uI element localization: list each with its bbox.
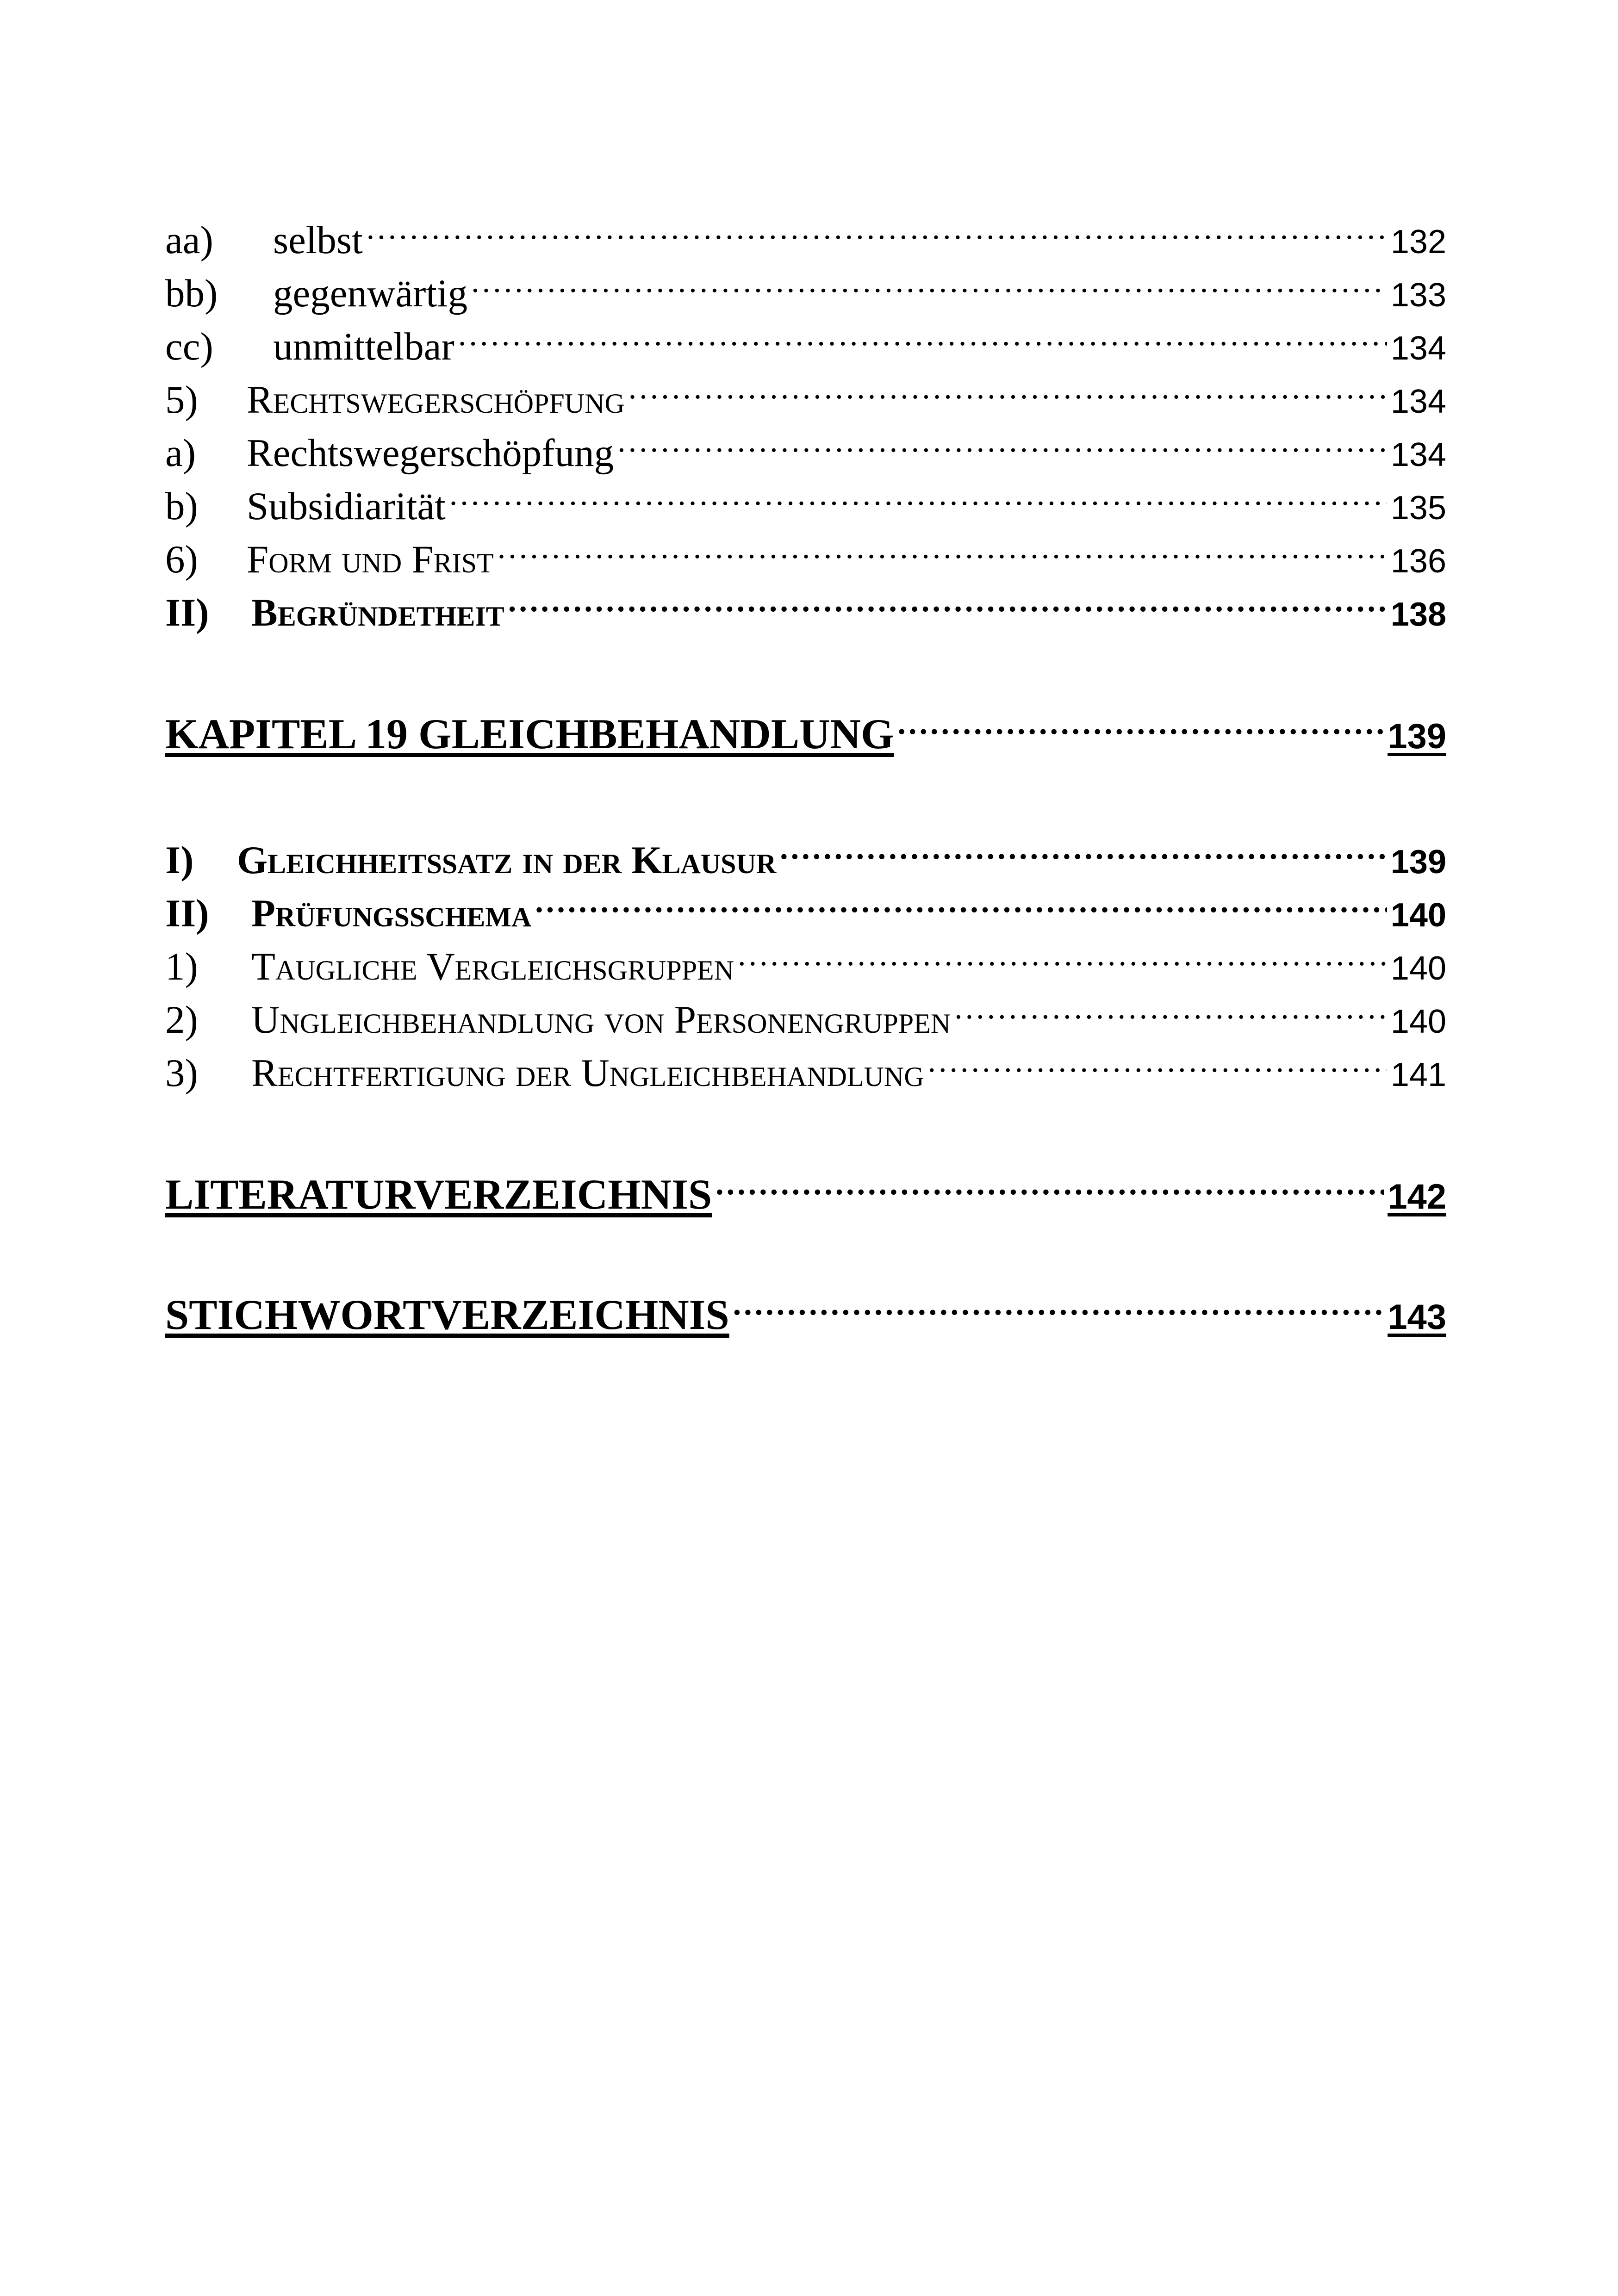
toc-chapter-page: 142 [1388, 1177, 1446, 1216]
dot-leader [780, 820, 1387, 873]
toc-entry-page: 136 [1390, 543, 1446, 580]
toc-entry-page: 134 [1390, 383, 1446, 420]
toc-chapter-19[interactable] [165, 695, 1446, 757]
dot-leader [449, 466, 1387, 519]
toc-entry-number: 2) [165, 998, 198, 1042]
toc-chapter-title: LITERATURVERZEICHNIS [165, 1171, 712, 1218]
toc-entry-number: 3) [165, 1051, 198, 1095]
toc-literaturverzeichnis[interactable] [165, 1155, 1446, 1218]
toc-entry-page: 141 [1390, 1056, 1446, 1093]
toc-entry-number: 1) [165, 945, 198, 988]
toc-entry-page: 140 [1390, 950, 1446, 987]
toc-entry-gleichheitssatz[interactable] [165, 820, 1446, 882]
dot-leader [458, 306, 1387, 360]
toc-entry-number: aa) [165, 218, 213, 262]
toc-entry-title: Subsidiarität [247, 484, 446, 528]
toc-entry-number: 5) [165, 378, 198, 422]
toc-entry-number: II) [165, 591, 209, 634]
dot-leader [367, 200, 1387, 253]
dot-leader [954, 980, 1387, 1033]
toc-entry-selbst[interactable] [165, 200, 1446, 262]
dot-leader [617, 413, 1387, 466]
toc-entry-number: II) [165, 892, 209, 935]
toc-entry-page: 132 [1390, 223, 1446, 261]
toc-entry-page: 140 [1390, 897, 1446, 934]
toc-entry-page: 134 [1390, 330, 1446, 367]
toc-stichwortverzeichnis[interactable] [165, 1276, 1446, 1338]
toc-entry-number: bb) [165, 272, 218, 315]
toc-chapter-page: 139 [1388, 717, 1446, 756]
dot-leader [898, 695, 1384, 748]
dot-leader [508, 572, 1387, 626]
dot-leader [928, 1033, 1387, 1086]
toc-entry-title: Rechtswegerschöpfung [247, 378, 625, 422]
dot-leader [629, 360, 1387, 413]
dot-leader [535, 873, 1387, 926]
toc-entry-title: unmittelbar [273, 325, 454, 368]
toc-entry-title: Ungleichbehandlung von Personengruppen [251, 998, 951, 1042]
dot-leader [738, 926, 1387, 980]
dot-leader [716, 1155, 1384, 1209]
toc-entry-page: 134 [1390, 436, 1446, 473]
toc-entry-number: b) [165, 484, 198, 528]
toc-entry-number: a) [165, 431, 196, 475]
toc-entry-title: Begründetheit [251, 591, 504, 634]
toc-entry-title: Rechtswegerschöpfung [247, 431, 614, 475]
toc-entry-title: Form und Frist [247, 538, 494, 581]
toc-entry-number: cc) [165, 325, 213, 368]
toc-entry-title: Rechtfertigung der Ungleichbehandlung [251, 1051, 924, 1095]
dot-leader [471, 253, 1387, 306]
toc-entry-title: Prüfungsschema [251, 892, 532, 935]
toc-chapter-title: KAPITEL 19 GLEICHBEHANDLUNG [165, 710, 894, 757]
toc-chapter-title: STICHWORTVERZEICHNIS [165, 1291, 729, 1338]
toc-entry-number: I) [165, 838, 194, 882]
toc-chapter-page: 143 [1388, 1297, 1446, 1337]
table-of-contents [165, 200, 1446, 1338]
toc-entry-page: 139 [1390, 844, 1446, 881]
toc-entry-page: 140 [1390, 1003, 1446, 1040]
toc-entry-number: 6) [165, 538, 198, 581]
toc-entry-page: 133 [1390, 277, 1446, 314]
dot-leader [498, 519, 1387, 572]
toc-entry-title: Taugliche Vergleichsgruppen [251, 945, 734, 988]
toc-entry-title: Gleichheitssatz in der Klausur [237, 838, 777, 882]
toc-entry-title: gegenwärtig [273, 272, 468, 315]
toc-entry-title: selbst [273, 218, 363, 262]
dot-leader [733, 1276, 1384, 1329]
toc-entry-page: 138 [1390, 596, 1446, 633]
toc-entry-page: 135 [1390, 490, 1446, 527]
